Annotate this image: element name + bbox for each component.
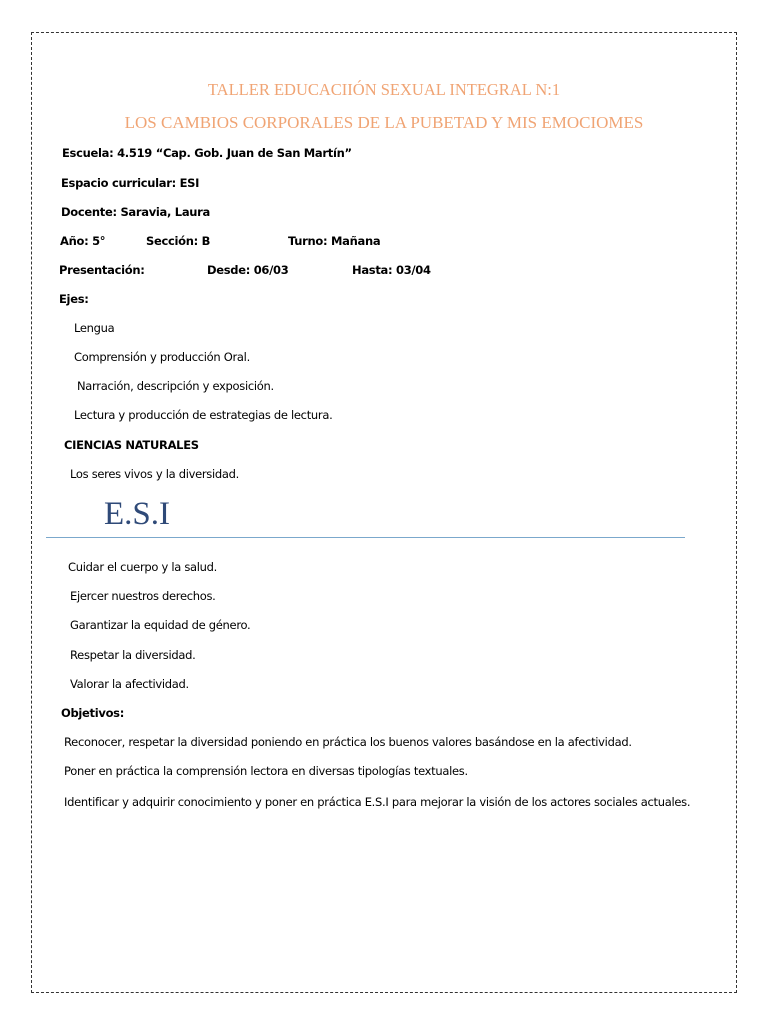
seccion-label: Sección: B [146,234,211,248]
espacio-curricular-line: Espacio curricular: ESI [61,176,200,190]
docente-line: Docente: Saravia, Laura [61,205,211,219]
objetivo-item: Poner en práctica la comprensión lectora en diversas tipologías textuales. [64,764,468,778]
eje-item: Lectura y producción de estrategias de lectura. [74,408,333,422]
objetivo-item: Reconocer, respetar la diversidad poniendo en práctica los buenos valores basándose en la afectividad. [64,735,632,749]
escuela-line: Escuela: 4.519 “Cap. Gob. Juan de San Martín” [62,146,352,160]
presentacion-label: Presentación: [59,263,145,277]
eje-item: Lengua [74,321,115,335]
turno-label: Turno: Mañana [288,234,381,248]
ejes-heading: Ejes: [59,292,89,306]
esi-item: Ejercer nuestros derechos. [70,589,216,603]
esi-item: Respetar la diversidad. [70,648,196,662]
objetivo-item: Identificar y adquirir conocimiento y poner en práctica E.S.I para mejorar la visión de los actores sociales actuales. [64,795,691,809]
anio-label: Año: 5° [60,234,106,248]
objetivos-heading: Objetivos: [61,706,125,720]
title-line-1: TALLER EDUCACIIÓN SEXUAL INTEGRAL N:1 [207,80,561,99]
esi-heading: E.S.I [104,496,170,532]
eje-item: Comprensión y producción Oral. [74,350,250,364]
hasta-label: Hasta: 03/04 [352,263,431,277]
esi-item: Garantizar la equidad de género. [70,618,251,632]
ciencias-item: Los seres vivos y la diversidad. [70,467,239,481]
desde-label: Desde: 06/03 [207,263,289,277]
eje-item: Narración, descripción y exposición. [77,379,274,393]
title-line-2: LOS CAMBIOS CORPORALES DE LA PUBETAD Y MIS EMOCIOMES [124,113,644,132]
heading-rule [46,537,685,538]
esi-item: Valorar la afectividad. [70,677,189,691]
ciencias-heading: CIENCIAS NATURALES [64,438,199,452]
esi-item: Cuidar el cuerpo y la salud. [68,560,218,574]
